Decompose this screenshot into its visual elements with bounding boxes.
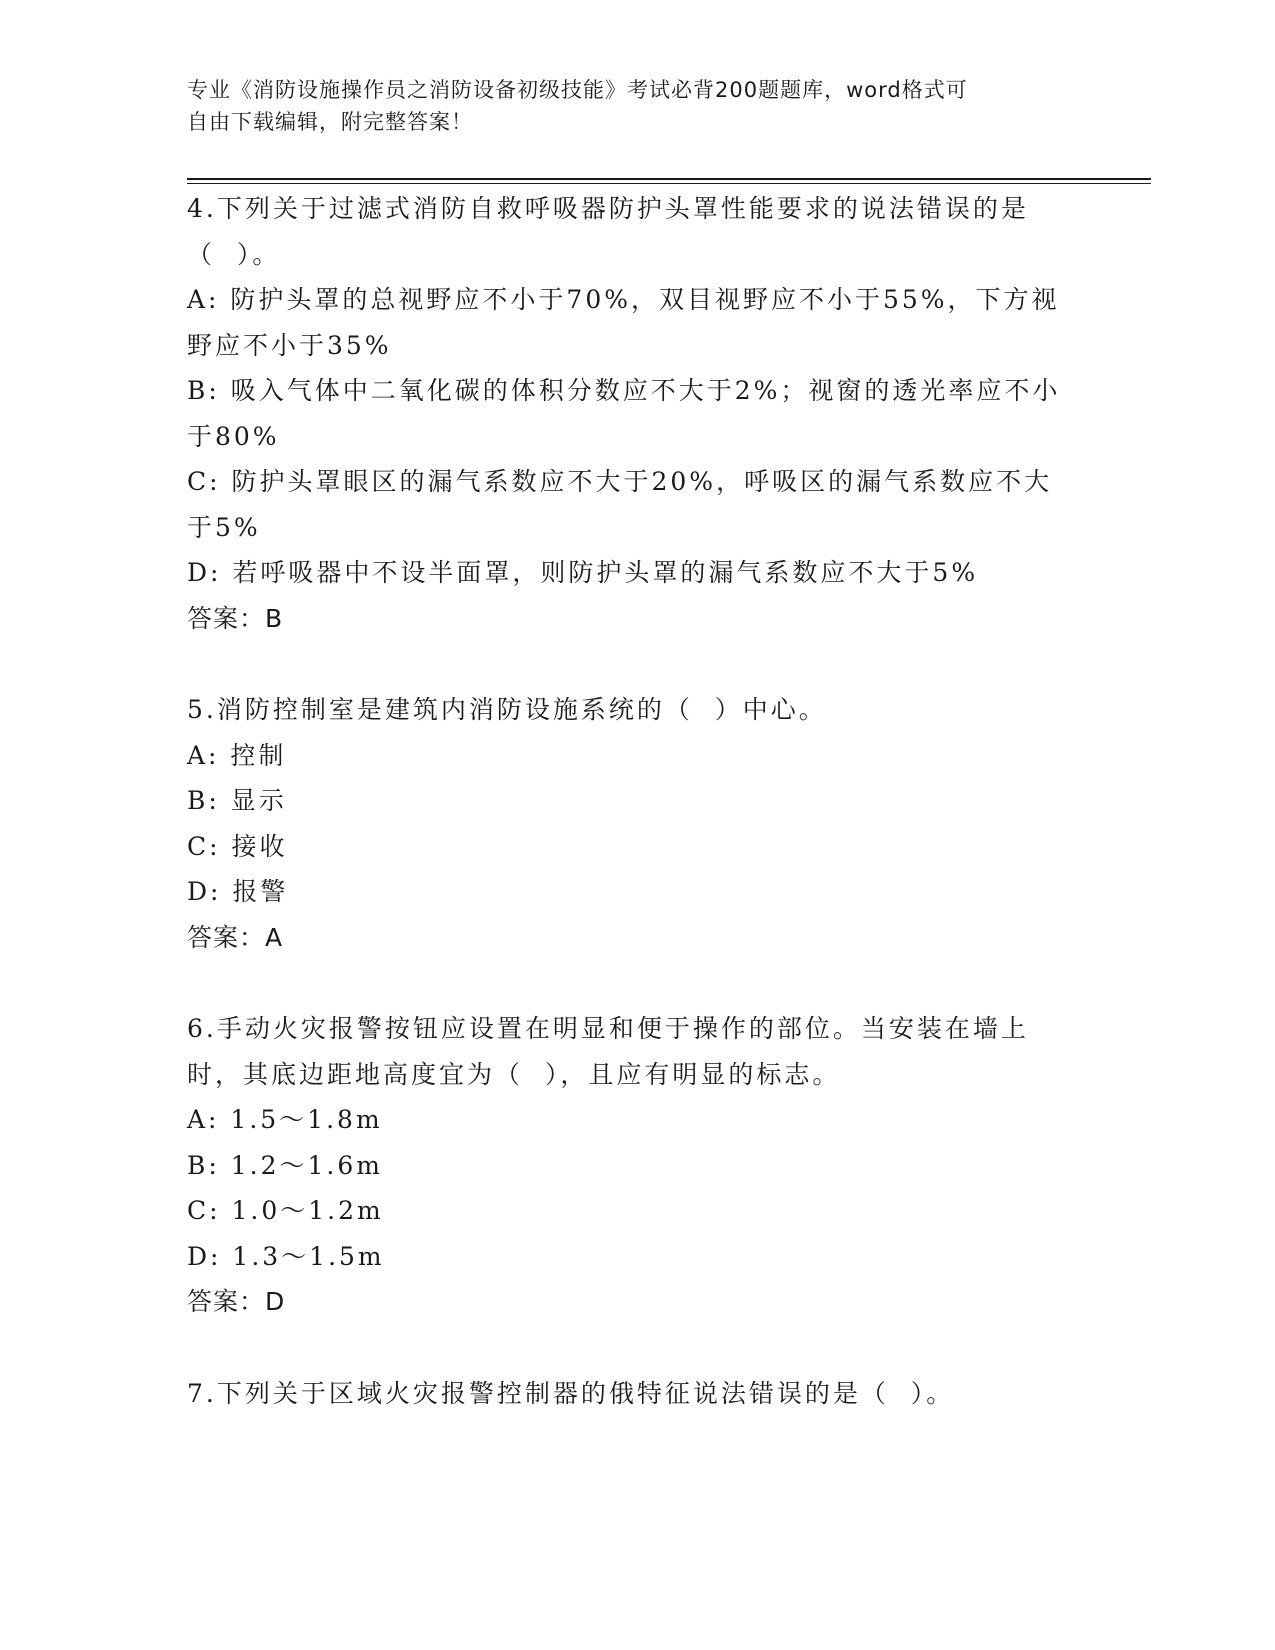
header-line-1: 专业《消防设施操作员之消防设备初级技能》考试必背200题题库，word格式可 (187, 78, 968, 102)
option-a: A: 1.5～1.8m (187, 1105, 383, 1134)
answer-label: 答案：B (187, 603, 284, 633)
option-b: B: 吸入气体中二氧化碳的体积分数应不大于2%；视窗的透光率应不小 (187, 376, 1061, 405)
header-divider-thin (187, 183, 1151, 184)
question-list (187, 186, 1087, 1462)
question-stem: 4.下列关于过滤式消防自救呼吸器防护头罩性能要求的说法错误的是 (187, 194, 1029, 223)
question-6 (187, 1006, 1087, 1325)
option-a: 野应不小于35% (187, 330, 392, 360)
option-b: B: 显示 (187, 786, 287, 815)
option-d: D: 1.3～1.5m (187, 1241, 385, 1271)
option-a: A: 防护头罩的总视野应不小于70%，双目视野应不小于55%，下方视 (187, 285, 1060, 314)
option-d: D: 报警 (187, 877, 289, 906)
question-5 (187, 687, 1087, 960)
answer-label: 答案：D (187, 1287, 286, 1316)
option-d: D: 若呼吸器中不设半面罩，则防护头罩的漏气系数应不大于5% (187, 558, 979, 587)
question-stem: 7.下列关于区域火灾报警控制器的俄特征说法错误的是（ ）。 (187, 1378, 955, 1408)
option-c: C: 接收 (187, 831, 288, 861)
option-b: 于80% (187, 421, 280, 451)
option-c: 于5% (187, 512, 261, 542)
question-4 (187, 186, 1087, 641)
option-b: B: 1.2～1.6m (187, 1150, 383, 1180)
document-header (187, 74, 1087, 138)
option-c: C: 防护头罩眼区的漏气系数应不大于20%，呼吸区的漏气系数应不大 (187, 467, 1053, 496)
question-stem: 5.消防控制室是建筑内消防设施系统的（ ）中心。 (187, 695, 827, 724)
header-divider-thick (187, 178, 1151, 180)
question-7 (187, 1371, 1087, 1417)
answer-label: 答案：A (187, 922, 284, 952)
option-a: A: 控制 (187, 740, 287, 770)
question-stem: 6.手动火灾报警按钮应设置在明显和便于操作的部位。当安装在墙上 (187, 1014, 1029, 1043)
option-c: C: 1.0～1.2m (187, 1196, 384, 1225)
question-stem: 时，其底边距地高度宜为（ ），且应有明显的标志。 (187, 1059, 841, 1089)
header-line-2: 自由下载编辑，附完整答案！ (187, 110, 473, 134)
question-stem: （ ）。 (187, 239, 281, 269)
